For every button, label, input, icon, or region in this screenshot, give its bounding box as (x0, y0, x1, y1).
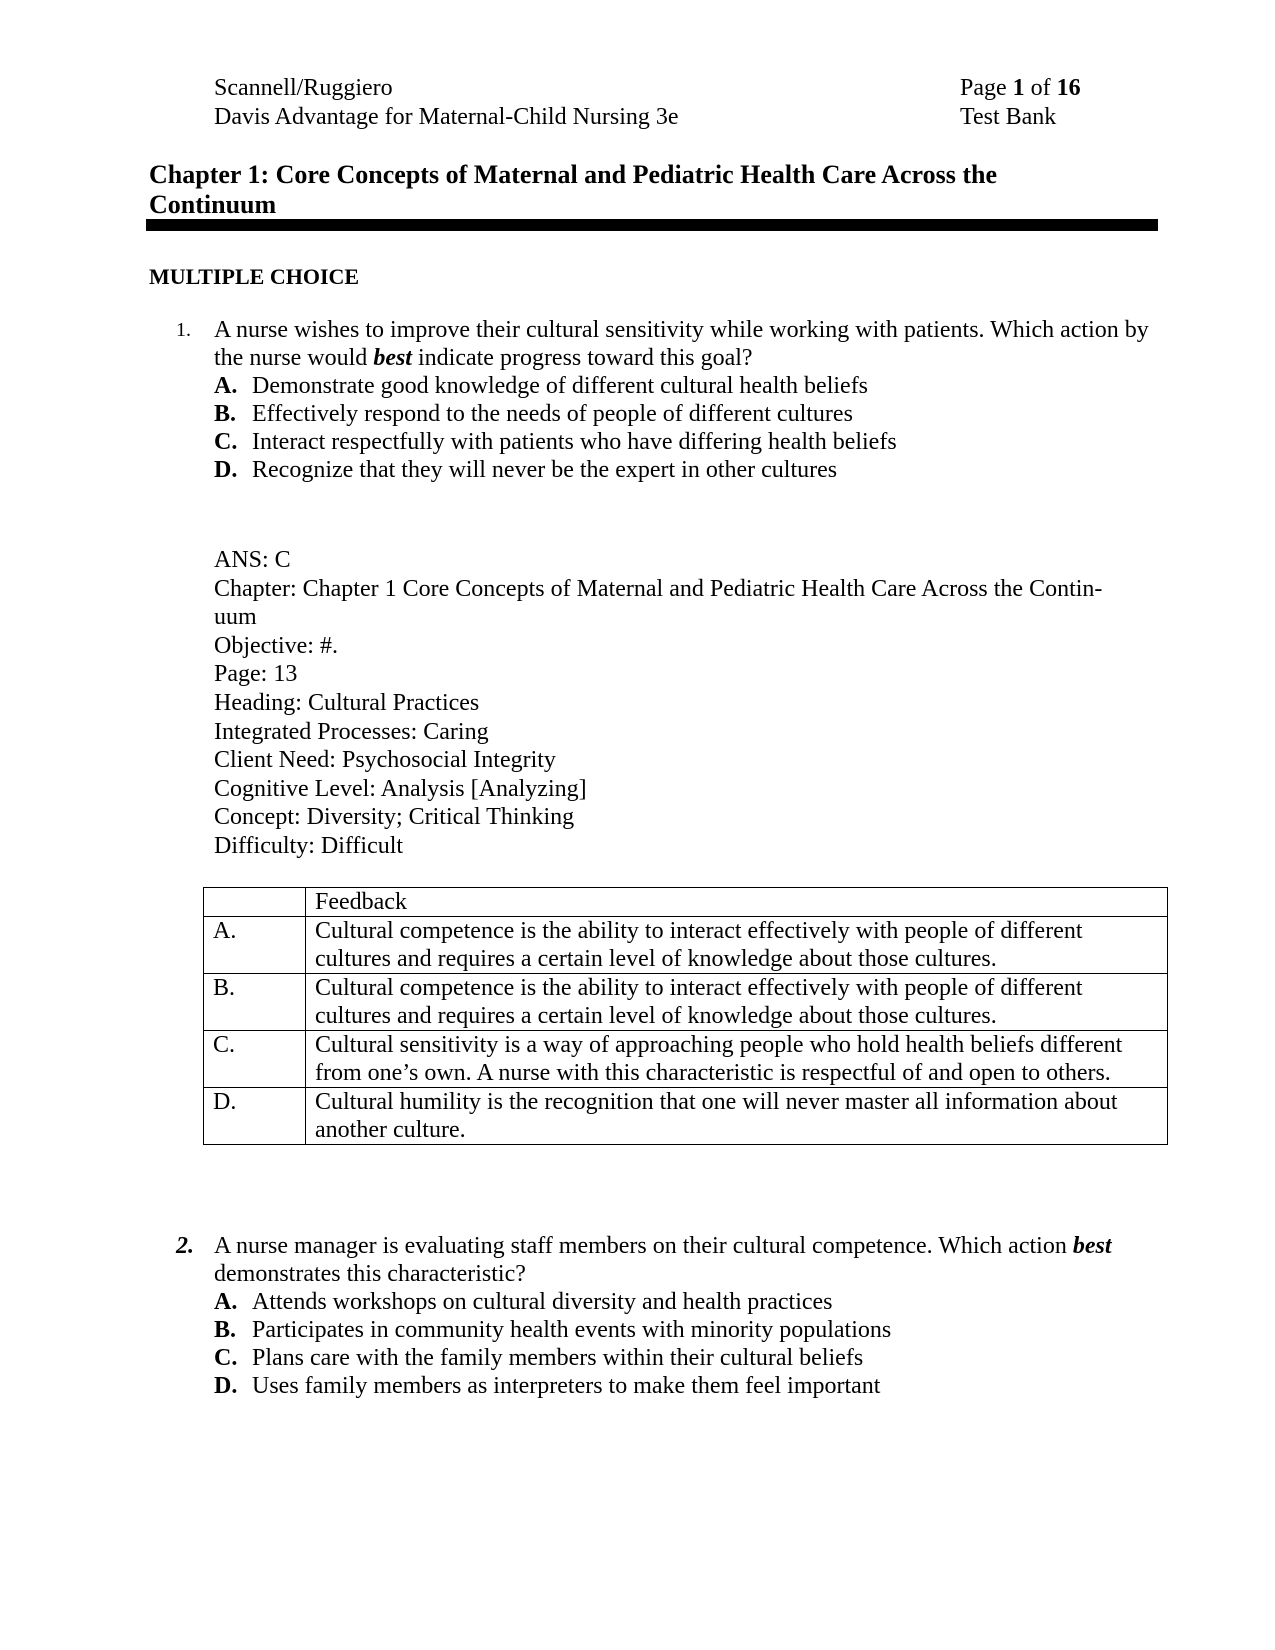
meta-client-need: Client Need: Psychosocial Integrity (214, 747, 556, 774)
meta-heading: Heading: Cultural Practices (214, 689, 480, 716)
table-row: A. Cultural competence is the ability to interact effectively with people of different cultures and requires a certain level of knowledge about those cultures. (204, 917, 1168, 974)
meta-chapter-cont: uum (214, 604, 257, 631)
meta-objective: Objective: #. (214, 632, 338, 659)
option-d: D. Recognize that they will never be the expert in other cultures (214, 457, 838, 483)
feedback-header: Feedback (306, 888, 1168, 917)
meta-integrated-processes: Integrated Processes: Caring (214, 718, 489, 745)
title-rule (146, 219, 1158, 231)
section-title: MULTIPLE CHOICE (149, 264, 360, 289)
question-number: 1. (176, 319, 191, 341)
question-stem: A nurse manager is evaluating staff members on their cultural competence. Which action best demonstrates this characteristic? (214, 1233, 1112, 1287)
answer-key: ANS: C (214, 547, 291, 573)
option-b: B. Participates in community health events with minority populations (214, 1317, 892, 1343)
option-b: B. Effectively respond to the needs of people of different cultures (214, 401, 853, 427)
table-row: B. Cultural competence is the ability to interact effectively with people of different cultures and requires a certain level of knowledge about those cultures. (204, 974, 1168, 1031)
running-header-right (960, 74, 1081, 132)
answer-metadata (214, 546, 1154, 861)
question-1 (176, 316, 1166, 484)
question-2 (176, 1232, 1166, 1400)
question-stem: A nurse wishes to improve their cultural sensitivity while working with patients. Which action by the nurse would best indicate progress toward this goal? (214, 317, 1149, 371)
stem-emphasis: best (1072, 1233, 1112, 1259)
page-current: 1 (1012, 75, 1025, 101)
option-d: D. Uses family members as interpreters to make them feel important (214, 1373, 881, 1399)
question-number: 2. (176, 1233, 194, 1259)
header-authors: Scannell/Ruggiero (214, 75, 393, 101)
option-c: C. Interact respectfully with patients who have differing health beliefs (214, 429, 897, 455)
chapter-title: Chapter 1: Core Concepts of Maternal and Pediatric Health Care Across the Continuum (149, 160, 998, 219)
page-total: 16 (1056, 75, 1081, 101)
meta-page: Page: 13 (214, 661, 298, 688)
header-book-title: Davis Advantage for Maternal-Child Nursing 3e (214, 104, 679, 130)
meta-cognitive-level: Cognitive Level: Analysis [Analyzing] (214, 775, 587, 802)
meta-difficulty: Difficulty: Difficult (214, 832, 404, 859)
table-row: D. Cultural humility is the recognition that one will never master all information about another culture. (204, 1088, 1168, 1145)
table-header-row (204, 888, 1168, 917)
meta-chapter: Chapter: Chapter 1 Core Concepts of Maternal and Pediatric Health Care Across the Contin- (214, 575, 1103, 602)
table-row: C. Cultural sensitivity is a way of approaching people who hold health beliefs different from one’s own. A nurse with this characteristic is respectful of and open to others. (204, 1031, 1168, 1088)
meta-concept: Concept: Diversity; Critical Thinking (214, 804, 575, 831)
stem-emphasis: best (373, 345, 412, 371)
option-a: A. Attends workshops on cultural diversity and health practices (214, 1289, 833, 1315)
running-header-left (214, 74, 679, 132)
header-doc-type: Test Bank (960, 104, 1057, 130)
option-c: C. Plans care with the family members within their cultural beliefs (214, 1345, 864, 1371)
feedback-table (203, 887, 1168, 1145)
option-a: A. Demonstrate good knowledge of different cultural health beliefs (214, 373, 869, 399)
header-page-number: Page 1 of 16 (960, 75, 1081, 101)
